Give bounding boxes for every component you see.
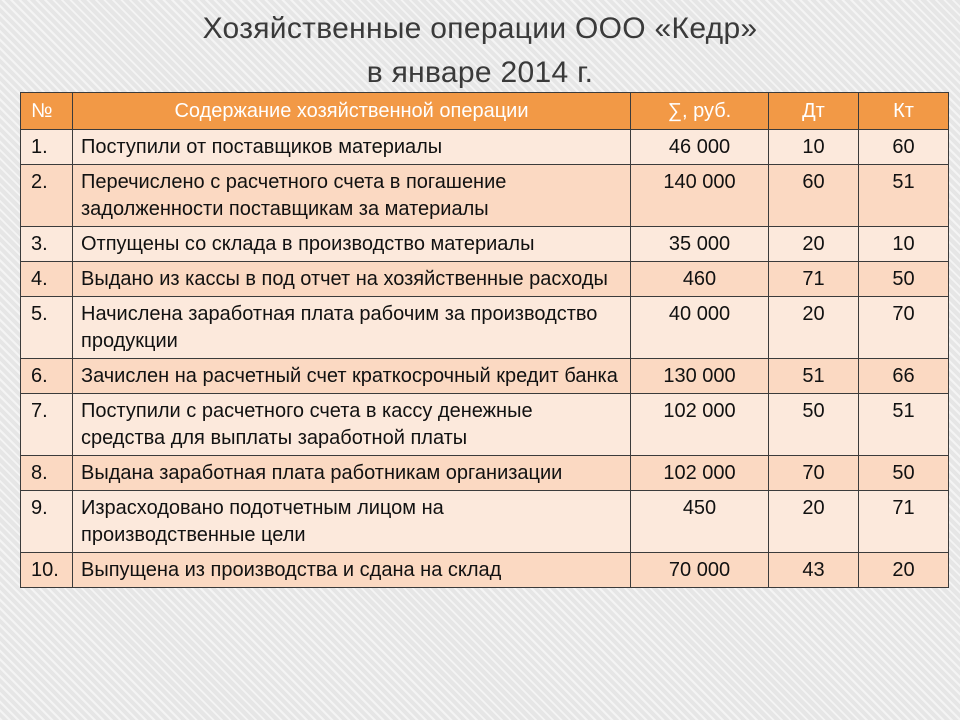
row-number: 8. <box>21 456 73 491</box>
row-sum: 140 000 <box>631 165 769 227</box>
row-credit: 66 <box>859 359 949 394</box>
row-credit: 60 <box>859 130 949 165</box>
row-content: Зачислен на расчетный счет краткосрочный кредит банка <box>73 359 631 394</box>
table-row <box>21 297 949 359</box>
table-row <box>21 359 949 394</box>
row-credit: 20 <box>859 553 949 588</box>
operations-table-container <box>20 92 948 588</box>
table-row <box>21 165 949 227</box>
row-credit: 50 <box>859 456 949 491</box>
row-sum: 460 <box>631 262 769 297</box>
row-number: 7. <box>21 394 73 456</box>
row-credit: 70 <box>859 297 949 359</box>
table-row <box>21 491 949 553</box>
row-content: Выдана заработная плата работникам организации <box>73 456 631 491</box>
row-sum: 130 000 <box>631 359 769 394</box>
header-sum: ∑, руб. <box>631 93 769 130</box>
row-content: Поступили с расчетного счета в кассу денежные средства для выплаты заработной платы <box>73 394 631 456</box>
table-row <box>21 227 949 262</box>
row-debit: 20 <box>769 227 859 262</box>
header-number: № <box>21 93 73 130</box>
row-content: Перечислено с расчетного счета в погашение задолженности поставщикам за материалы <box>73 165 631 227</box>
row-debit: 71 <box>769 262 859 297</box>
row-debit: 20 <box>769 491 859 553</box>
row-debit: 50 <box>769 394 859 456</box>
header-credit: Кт <box>859 93 949 130</box>
row-number: 2. <box>21 165 73 227</box>
row-sum: 40 000 <box>631 297 769 359</box>
row-debit: 70 <box>769 456 859 491</box>
row-credit: 50 <box>859 262 949 297</box>
row-content: Выдано из кассы в под отчет на хозяйственные расходы <box>73 262 631 297</box>
row-number: 5. <box>21 297 73 359</box>
header-debit: Дт <box>769 93 859 130</box>
row-number: 3. <box>21 227 73 262</box>
operations-table <box>20 92 949 588</box>
row-number: 9. <box>21 491 73 553</box>
page-subtitle: в январе 2014 г. <box>366 56 594 89</box>
row-debit: 43 <box>769 553 859 588</box>
row-sum: 35 000 <box>631 227 769 262</box>
row-number: 6. <box>21 359 73 394</box>
row-debit: 60 <box>769 165 859 227</box>
row-debit: 20 <box>769 297 859 359</box>
row-credit: 51 <box>859 165 949 227</box>
page-title: Хозяйственные операции ООО «Кедр» <box>202 12 758 45</box>
row-debit: 51 <box>769 359 859 394</box>
table-row <box>21 456 949 491</box>
row-sum: 46 000 <box>631 130 769 165</box>
row-content: Поступили от поставщиков материалы <box>73 130 631 165</box>
row-sum: 450 <box>631 491 769 553</box>
row-content: Израсходовано подотчетным лицом на производственные цели <box>73 491 631 553</box>
row-content: Выпущена из производства и сдана на склад <box>73 553 631 588</box>
row-credit: 10 <box>859 227 949 262</box>
row-credit: 71 <box>859 491 949 553</box>
row-number: 10. <box>21 553 73 588</box>
row-number: 1. <box>21 130 73 165</box>
table-row <box>21 553 949 588</box>
header-content: Содержание хозяйственной операции <box>73 93 631 130</box>
row-sum: 102 000 <box>631 456 769 491</box>
table-row <box>21 262 949 297</box>
row-debit: 10 <box>769 130 859 165</box>
row-credit: 51 <box>859 394 949 456</box>
row-content: Отпущены со склада в производство материалы <box>73 227 631 262</box>
table-row <box>21 130 949 165</box>
row-sum: 102 000 <box>631 394 769 456</box>
row-number: 4. <box>21 262 73 297</box>
row-content: Начислена заработная плата рабочим за производство продукции <box>73 297 631 359</box>
table-header-row <box>21 93 949 130</box>
table-row <box>21 394 949 456</box>
row-sum: 70 000 <box>631 553 769 588</box>
